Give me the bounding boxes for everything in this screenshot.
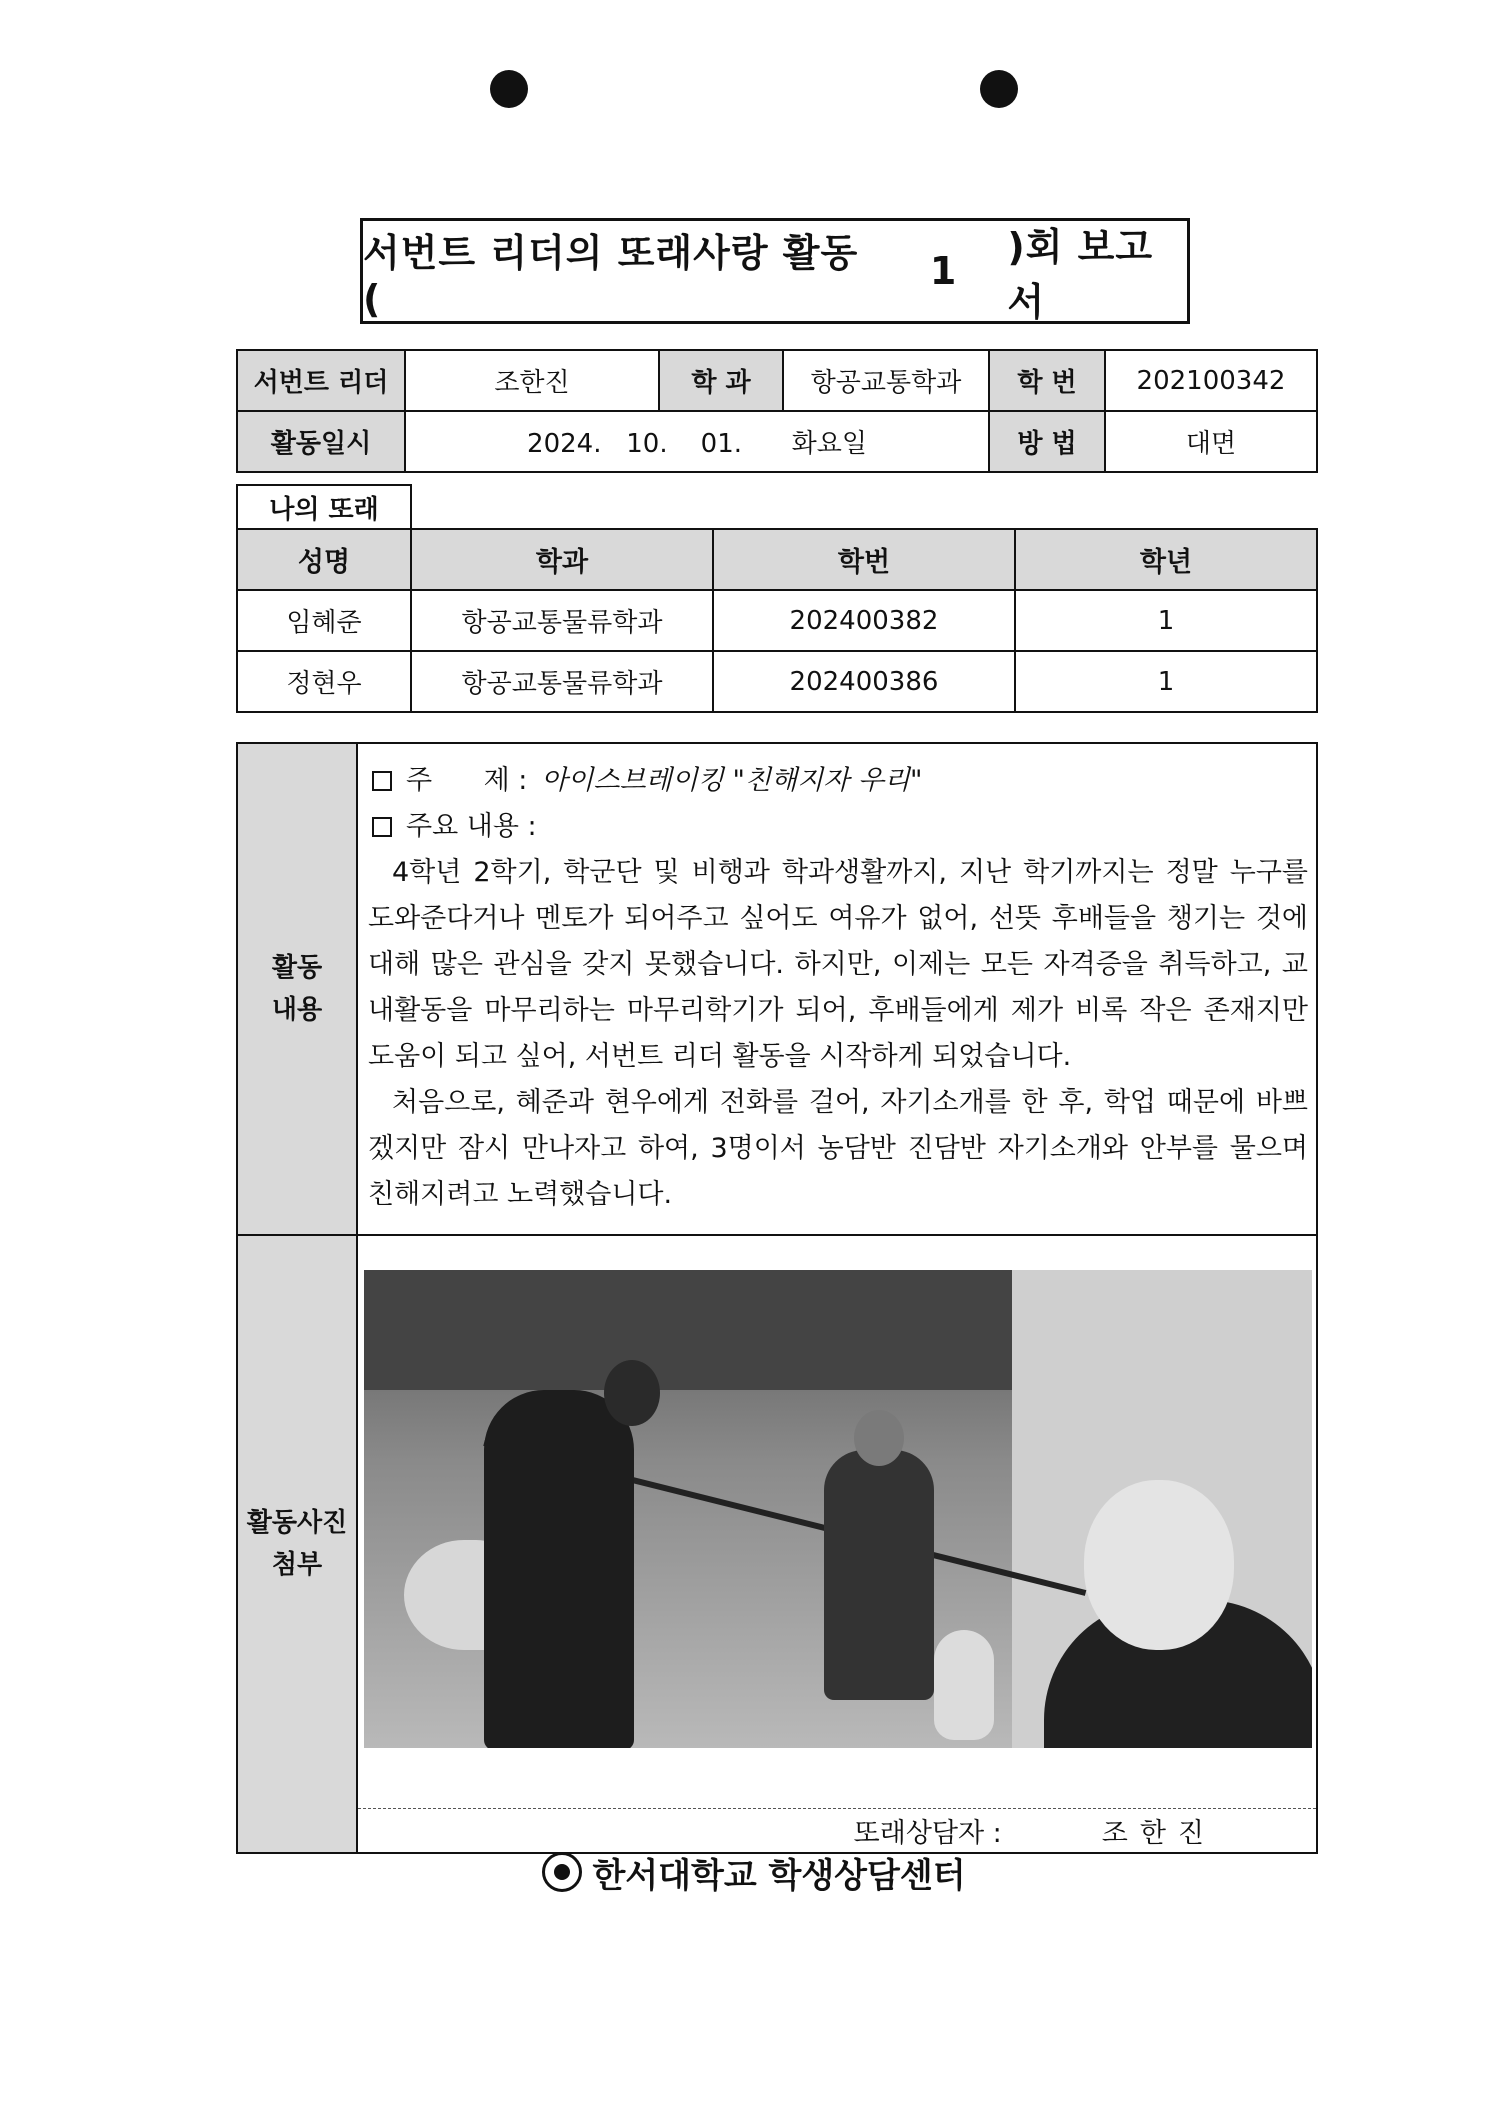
counselor-name: 조한진 [1101,1818,1216,1849]
punch-hole-right [980,70,1018,108]
photo-person [824,1450,934,1700]
photo-person-head [604,1360,660,1426]
leader-info-table [236,349,1318,473]
label-line: 활동사진 [246,1508,348,1538]
activity-table [236,742,1318,1854]
activity-photo [364,1270,1312,1748]
header-name: 성명 [237,529,411,590]
id-value: 202100342 [1105,350,1317,411]
photo-person-head [854,1410,904,1466]
activity-photo-label [237,1235,357,1853]
content-paragraph: 4학년 2학기, 학군단 및 비행과 학과생활까지, 지난 학기까지는 정말 누구를 도와준다거나 멘토가 되어주고 싶어도 여유가 없어, 선뜻 후배들을 챙기는 것에 대해 많은 관심을 갖지 못했습니다. 하지만, 이제는 모든 자격증을 취득하고, 교내활동을 마무리하는 마무리학기가 되어, 후배들에게 제가 비록 작은 존재지만 도움이 되고 싶어, 서번트 리더 활동을 시작하게 되었습니다. [368,857,1308,1072]
mentee-grade: 1 [1015,590,1317,651]
mentee-table [236,528,1318,713]
report-number: 1 [929,249,958,293]
photo-person-head [1084,1480,1234,1650]
footer-org: 한서대학교 학생상담센터 [592,1855,966,1896]
mentee-id: 202400382 [713,590,1015,651]
main-content-heading: 주요 내용 : [406,811,537,842]
mentee-name: 임혜준 [237,590,411,651]
method-value: 대면 [1105,411,1317,472]
punch-hole-left [490,70,528,108]
report-title [360,218,1190,324]
counselor-label: 또래상담자 : [853,1818,1002,1849]
header-dept: 학과 [411,529,713,590]
date-label: 활동일시 [237,411,405,472]
id-label: 학 번 [989,350,1105,411]
date-value: 2024. 10. 01. 화요일 [405,411,989,472]
photo-person [484,1390,634,1748]
mentee-name: 정현우 [237,651,411,712]
method-label: 방 법 [989,411,1105,472]
photo-peace-hand [934,1630,994,1740]
title-prefix: 서번트 리더의 또래사랑 활동 ( [363,230,859,321]
mentee-grade: 1 [1015,651,1317,712]
topic-heading: 주 제 : [406,765,528,796]
mentee-dept: 항공교통물류학과 [411,651,713,712]
activity-photo-cell [357,1235,1317,1853]
main-content-line [368,804,1308,850]
mentee-dept: 항공교통물류학과 [411,590,713,651]
checkbox-square-icon [372,771,392,791]
label-line: 첨부 [271,1550,323,1580]
mentee-section-label: 나의 또래 [236,484,412,528]
header-id: 학번 [713,529,1015,590]
title-suffix: )회 보고서 [1007,225,1154,324]
footer [0,1842,1508,1902]
topic-line [368,758,1308,804]
mentee-id: 202400386 [713,651,1015,712]
dept-value: 항공교통학과 [783,350,989,411]
dept-label: 학 과 [659,350,783,411]
label-line: 활동 [271,953,323,983]
topic-value: 아이스브레이킹 "친해지자 우리" [541,765,923,796]
header-grade: 학년 [1015,529,1317,590]
table-row [237,590,1317,651]
activity-content [357,743,1317,1235]
label-line: 내용 [271,995,323,1025]
content-paragraph: 처음으로, 혜준과 현우에게 전화를 걸어, 자기소개를 한 후, 학업 때문에 바쁘겠지만 잠시 만나자고 하여, 3명이서 농담반 진담반 자기소개와 안부를 물으며 친해지려고 노력했습니다. [368,1087,1308,1210]
university-seal-icon [542,1852,582,1892]
checkbox-square-icon [372,817,392,837]
table-row [237,651,1317,712]
activity-content-label [237,743,357,1235]
leader-label: 서번트 리더 [237,350,405,411]
leader-name: 조한진 [405,350,659,411]
